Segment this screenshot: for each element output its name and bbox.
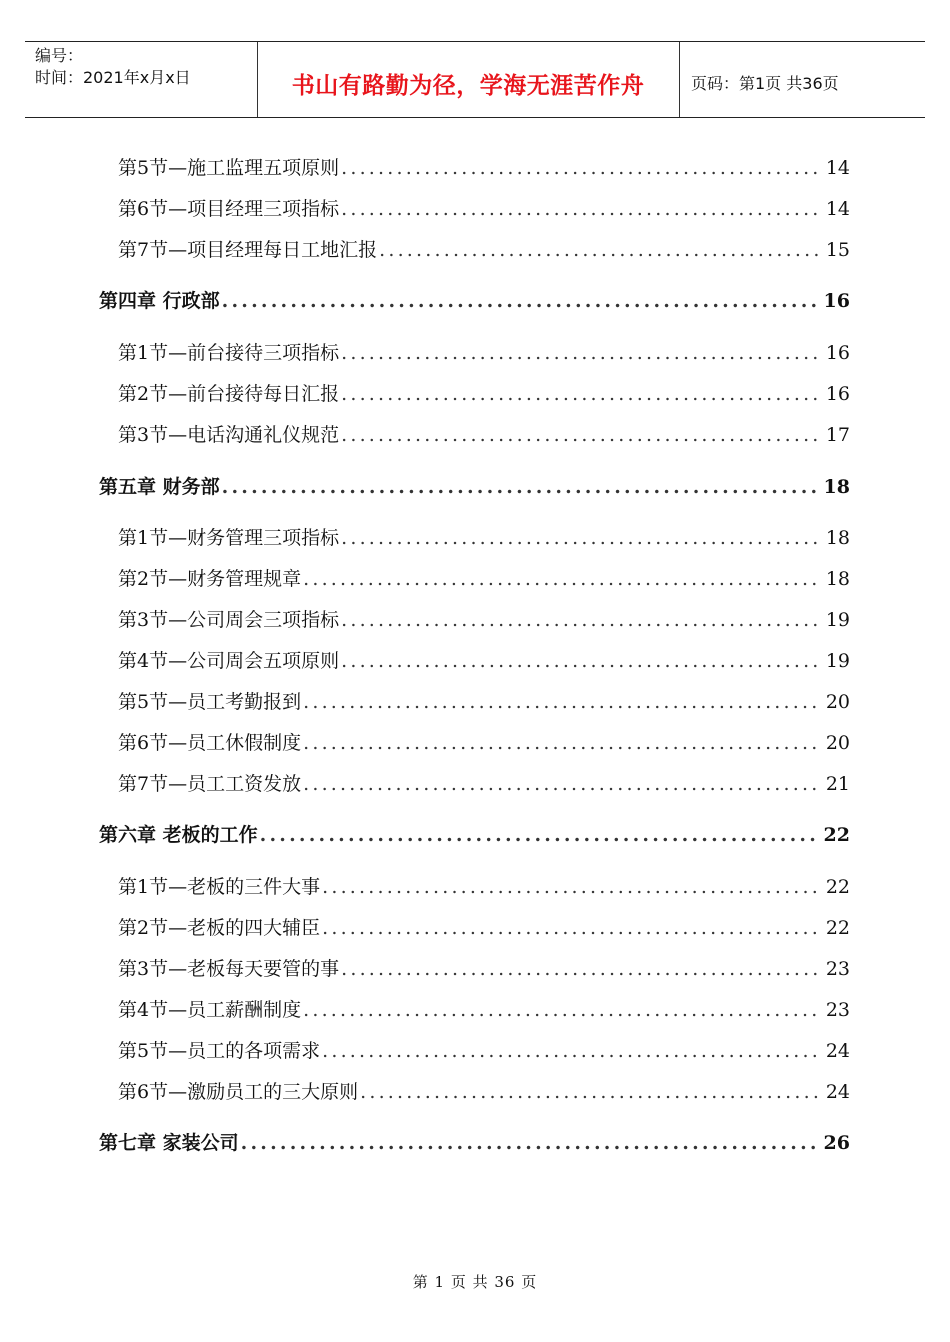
toc-dot-leader [303,771,822,797]
header-meta [35,45,191,89]
document-time-label: 时间：2021年x月x日 [35,68,191,87]
toc-dot-leader [241,1130,820,1156]
toc-section-entry[interactable] [118,874,850,900]
page-footer: 第 1 页 共 36 页 [412,1273,538,1291]
toc-dot-leader [341,648,822,674]
toc-entry-page-number: 22 [823,824,850,846]
toc-chapter-entry[interactable] [99,1130,850,1156]
header-motto: 书山有路勤为径，学海无涯苦作舟 [291,73,645,99]
toc-entry-title: 第6节—员工休假制度 [118,732,302,754]
toc-dot-leader [260,822,820,848]
toc-entry-page-number: 14 [825,198,850,220]
toc-dot-leader [360,1079,822,1105]
toc-entry-page-number: 14 [825,157,850,179]
document-number-label: 编号： [35,46,84,65]
toc-section-entry[interactable] [118,607,850,633]
toc-dot-leader [379,237,822,263]
toc-entry-title: 第四章 行政部 [99,290,220,312]
toc-section-entry[interactable] [118,648,850,674]
toc-section-entry[interactable] [118,956,850,982]
toc-entry-page-number: 22 [825,917,850,939]
toc-dot-leader [322,915,822,941]
toc-entry-title: 第3节—老板每天要管的事 [118,958,340,980]
toc-entry-page-number: 15 [825,239,850,261]
toc-dot-leader [341,340,822,366]
toc-entry-page-number: 22 [825,876,850,898]
toc-section-entry[interactable] [118,730,850,756]
toc-entry-title: 第1节—财务管理三项指标 [118,527,340,549]
toc-entry-title: 第2节—财务管理规章 [118,568,302,590]
toc-dot-leader [341,607,822,633]
toc-dot-leader [303,730,822,756]
toc-section-entry[interactable] [118,915,850,941]
toc-entry-page-number: 17 [825,424,850,446]
toc-entry-title: 第4节—公司周会五项原则 [118,650,340,672]
toc-section-entry[interactable] [118,566,850,592]
toc-entry-page-number: 16 [823,290,850,312]
header-divider-right [679,42,680,117]
toc-entry-title: 第3节—电话沟通礼仪规范 [118,424,340,446]
toc-entry-title: 第3节—公司周会三项指标 [118,609,340,631]
toc-dot-leader [322,874,822,900]
toc-section-entry[interactable] [118,422,850,448]
toc-entry-page-number: 26 [823,1132,850,1154]
toc-entry-title: 第6节—项目经理三项指标 [118,198,340,220]
toc-dot-leader [341,196,822,222]
toc-entry-title: 第六章 老板的工作 [99,824,258,846]
toc-dot-leader [341,525,822,551]
toc-entry-page-number: 21 [825,773,850,795]
toc-entry-title: 第6节—激励员工的三大原则 [118,1081,359,1103]
toc-dot-leader [341,155,822,181]
toc-dot-leader [341,381,822,407]
toc-section-entry[interactable] [118,155,850,181]
toc-dot-leader [222,474,820,500]
toc-chapter-entry[interactable] [99,288,850,314]
toc-section-entry[interactable] [118,771,850,797]
toc-chapter-entry[interactable] [99,474,850,500]
toc-entry-title: 第七章 家装公司 [99,1132,239,1154]
toc-entry-page-number: 24 [825,1040,850,1062]
toc-entry-title: 第1节—前台接待三项指标 [118,342,340,364]
toc-section-entry[interactable] [118,237,850,263]
toc-section-entry[interactable] [118,689,850,715]
page-header [25,41,925,118]
toc-entry-page-number: 18 [825,568,850,590]
toc-section-entry[interactable] [118,1079,850,1105]
toc-entry-title: 第5节—员工的各项需求 [118,1040,321,1062]
toc-entry-title: 第7节—项目经理每日工地汇报 [118,239,378,261]
toc-dot-leader [303,566,822,592]
toc-entry-page-number: 23 [825,958,850,980]
toc-entry-title: 第4节—员工薪酬制度 [118,999,302,1021]
toc-entry-title: 第2节—老板的四大辅臣 [118,917,321,939]
toc-entry-page-number: 20 [825,691,850,713]
toc-section-entry[interactable] [118,340,850,366]
toc-dot-leader [303,689,822,715]
toc-entry-page-number: 18 [823,476,850,498]
toc-entry-page-number: 19 [825,650,850,672]
toc-entry-page-number: 19 [825,609,850,631]
toc-entry-title: 第五章 财务部 [99,476,220,498]
toc-entry-page-number: 24 [825,1081,850,1103]
toc-entry-title: 第2节—前台接待每日汇报 [118,383,340,405]
toc-entry-title: 第5节—员工考勤报到 [118,691,302,713]
toc-dot-leader [222,288,820,314]
toc-dot-leader [341,956,822,982]
toc-dot-leader [322,1038,822,1064]
header-page-info: 页码：第1页 共36页 [691,74,839,93]
toc-section-entry[interactable] [118,1038,850,1064]
toc-entry-title: 第7节—员工工资发放 [118,773,302,795]
toc-entry-title: 第1节—老板的三件大事 [118,876,321,898]
toc-section-entry[interactable] [118,196,850,222]
toc-entry-page-number: 23 [825,999,850,1021]
toc-entry-title: 第5节—施工监理五项原则 [118,157,340,179]
toc-entry-page-number: 20 [825,732,850,754]
toc-entry-page-number: 18 [825,527,850,549]
toc-chapter-entry[interactable] [99,822,850,848]
toc-entry-page-number: 16 [825,383,850,405]
toc-section-entry[interactable] [118,525,850,551]
toc-dot-leader [303,997,822,1023]
toc-section-entry[interactable] [118,381,850,407]
toc-entry-page-number: 16 [825,342,850,364]
toc-dot-leader [341,422,822,448]
toc-section-entry[interactable] [118,997,850,1023]
